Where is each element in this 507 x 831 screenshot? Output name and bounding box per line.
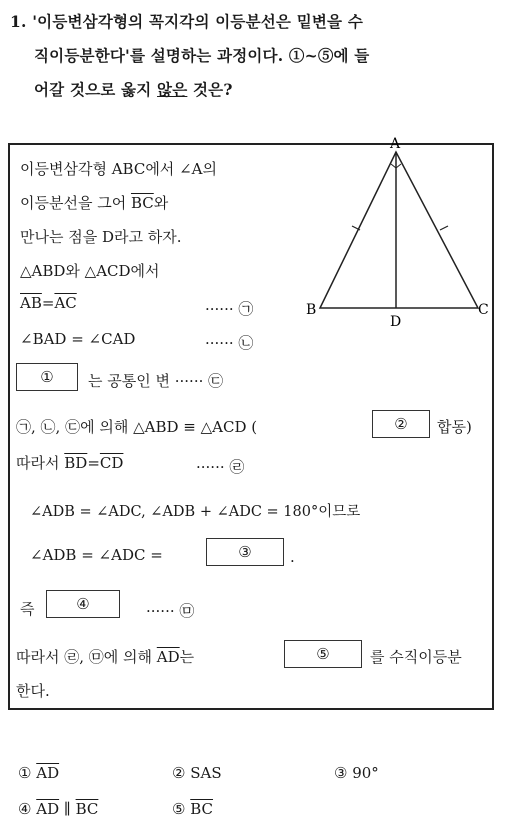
blank-3: ③ bbox=[206, 538, 284, 566]
segment-bd: $\overline{BD}$ bbox=[64, 454, 88, 472]
question-text-line-1 bbox=[10, 10, 363, 32]
proof-line-5 bbox=[20, 294, 77, 312]
choice-5-number: ⑤ bbox=[172, 800, 186, 818]
proof-line-7: 는 공통인 변 ······ ㉢ bbox=[88, 372, 224, 390]
choice-1-number: ① bbox=[18, 764, 32, 782]
question-text-line-3 bbox=[34, 78, 233, 100]
proof-line-13-post: 를 수직이등분 bbox=[370, 648, 462, 666]
choice-4-segment-2: $\overline{BC}$ bbox=[75, 800, 99, 818]
label-d: D bbox=[390, 314, 402, 330]
equals-sign-2: = bbox=[87, 454, 100, 472]
label-c: C bbox=[478, 302, 489, 318]
proof-line-12: 즉 bbox=[20, 600, 35, 618]
tick-ac bbox=[440, 226, 448, 230]
equals-sign: = bbox=[41, 294, 55, 312]
question-emphasis: 않은 bbox=[157, 80, 188, 99]
mark-3: ······ ㉣ bbox=[196, 458, 245, 476]
choice-3[interactable]: ③ 90° bbox=[334, 764, 379, 782]
segment-bc: $\overline{BC}$ bbox=[130, 194, 154, 212]
proof-l13-pre: 따라서 ㉣, ㉤에 의해 bbox=[16, 648, 157, 666]
proof-line-8: ㉠, ㉡, ㉢에 의해 △ABD ≡ △ACD ( bbox=[16, 418, 258, 436]
proof-line-2 bbox=[20, 192, 168, 213]
proof-line-6: ∠BAD = ∠CAD bbox=[20, 330, 136, 348]
mark-4: ······ ㉤ bbox=[146, 602, 195, 620]
triangle-figure bbox=[300, 130, 500, 330]
label-b: B bbox=[306, 302, 317, 318]
question-text-line-2: 직이등분한다'를 설명하는 과정이다. ①~⑤에 들 bbox=[34, 46, 370, 65]
question-number: 1. bbox=[10, 12, 27, 31]
segment-ad: $\overline{AD}$ bbox=[156, 648, 180, 666]
proof-l2-pre: 이등분선을 그어 bbox=[20, 194, 131, 212]
choice-4-number: ④ bbox=[18, 800, 32, 818]
proof-line-4: △ABD와 △ACD에서 bbox=[20, 262, 160, 280]
question-stem-3a: 어갈 것으로 옳지 bbox=[34, 80, 158, 99]
choice-5[interactable] bbox=[172, 800, 213, 818]
proof-l13-mid: 는 bbox=[179, 648, 195, 666]
choice-1-segment: $\overline{AD}$ bbox=[36, 764, 60, 782]
parallel-symbol: ∥ bbox=[63, 800, 71, 818]
question-stem-1: '이등변삼각형의 꼭지각의 이등분선은 밑변을 수 bbox=[32, 12, 363, 31]
choice-4-segment-1: $\overline{AD}$ bbox=[36, 800, 60, 818]
triangle-abc bbox=[320, 152, 478, 308]
proof-line-9 bbox=[16, 452, 123, 473]
mark-1: ······ ㉠ bbox=[205, 300, 254, 318]
segment-ac: $\overline{AC}$ bbox=[54, 294, 77, 312]
blank-5: ⑤ bbox=[284, 640, 362, 668]
proof-line-3: 만나는 점을 D라고 하자. bbox=[20, 228, 182, 246]
choice-2[interactable]: ② SAS bbox=[172, 764, 222, 782]
question-stem-3b: 것은? bbox=[187, 80, 233, 99]
proof-line-11: ∠ADB = ∠ADC = bbox=[30, 546, 163, 564]
blank-4: ④ bbox=[46, 590, 120, 618]
mark-2: ······ ㉡ bbox=[205, 334, 254, 352]
proof-line-14: 한다. bbox=[16, 682, 50, 700]
blank-1: ① bbox=[16, 363, 78, 391]
choice-4[interactable] bbox=[18, 800, 98, 818]
label-a: A bbox=[390, 136, 401, 152]
proof-line-13 bbox=[16, 646, 194, 667]
segment-cd: $\overline{CD}$ bbox=[99, 454, 124, 472]
choice-5-segment: $\overline{BC}$ bbox=[190, 800, 214, 818]
segment-ab: $\overline{AB}$ bbox=[20, 294, 42, 312]
choice-1[interactable] bbox=[18, 764, 59, 782]
proof-line-8-post: 합동) bbox=[437, 418, 472, 436]
proof-line-11-end: . bbox=[290, 548, 295, 566]
proof-l2-post: 와 bbox=[153, 194, 169, 212]
proof-line-1: 이등변삼각형 ABC에서 ∠A의 bbox=[20, 160, 217, 178]
blank-2: ② bbox=[372, 410, 430, 438]
proof-line-10: ∠ADB = ∠ADC, ∠ADB + ∠ADC = 180°이므로 bbox=[30, 504, 361, 520]
proof-l9-pre: 따라서 bbox=[16, 454, 65, 472]
